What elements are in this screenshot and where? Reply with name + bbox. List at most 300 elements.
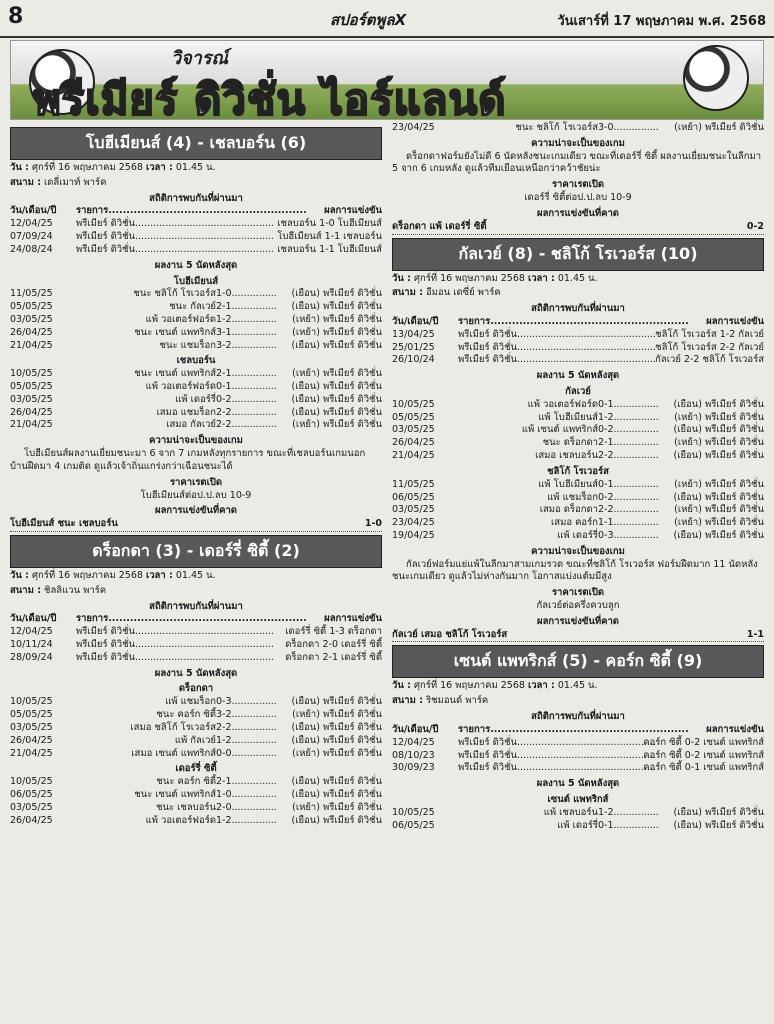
form-opponent: ชนะ เซนต์ แพทริกส์ (134, 368, 216, 380)
team-form-name: เดอร์รี่ ซิตี้ (175, 763, 217, 775)
match-title: กัลเวย์ (8) - ชลิโก้ โรเวอร์ส (10) (392, 238, 764, 271)
issue-date: วันเสาร์ที่ 17 พฤษภาคม พ.ศ. 2568 (557, 14, 766, 29)
h2h-header-row (392, 316, 764, 329)
form-date: 10/05/25 (392, 398, 435, 410)
form-date: 26/04/25 (10, 734, 53, 746)
h2h-result: คอร์ก ซิตี้ 0-2 เซนต์ แพทริกส์ (643, 736, 764, 748)
form-opponent: ชนะ เซนต์ แพทริกส์ (134, 326, 216, 338)
h2h-result: คอร์ก ซิตี้ 0-1 เซนต์ แพทริกส์ (643, 762, 764, 774)
page-header (0, 0, 774, 38)
predict-text: โบฮีเมียนส์ ชนะ เชลบอร์น (10, 518, 118, 530)
form-row (10, 722, 382, 735)
last5-heading: ผลงาน 5 นัดหลังสุด (536, 370, 620, 382)
last5-heading: ผลงาน 5 นัดหลังสุด (154, 667, 238, 679)
col-comp-header: รายการ....................................................... (458, 723, 689, 735)
h2h-heading: สถิติการพบกันที่ผ่านมา (149, 600, 243, 612)
h2h-comp: พรีเมียร์ ดิวิชั่น.............................................. (458, 328, 656, 340)
match-stadium: อีมอน เดซี่ย์ พาร์ค (423, 287, 501, 299)
form-opponent: แพ้ เดอร์รี่ (175, 393, 216, 405)
form-row (10, 407, 382, 420)
form-opponent: แพ้ วอเตอร์ฟอร์ด (145, 381, 216, 392)
form-date: 26/04/25 (10, 406, 53, 418)
match-title: เซนต์ แพทริกส์ (5) - คอร์ก ซิตี้ (9) (392, 645, 764, 678)
form-opponent: เสมอ ดร็อกดา (539, 504, 598, 516)
odds-text: กัลเวย์ต่อครึ่งควบลูก (536, 600, 620, 611)
form-score: 2-1............... (598, 437, 659, 449)
team-form-name: โบฮีเมียนส์ (173, 275, 219, 287)
form-score: 2-2............... (216, 721, 277, 733)
form-venue: (เหย้า) พรีเมียร์ ดิวิชั่น (292, 419, 382, 431)
form-row (10, 340, 382, 353)
h2h-row (10, 639, 382, 652)
banner-subtitle: วิจารณ์ (171, 48, 229, 69)
time-label: เวลา : (527, 680, 555, 692)
form-opponent: ชนะ แชมร็อก (159, 339, 216, 351)
h2h-date: 08/10/23 (392, 749, 435, 761)
h2h-date: 28/09/24 (10, 651, 53, 663)
form-venue: (เหย้า) พรีเมียร์ ดิวิชั่น (674, 411, 764, 423)
form-score: 1-2............... (598, 806, 659, 818)
form-row (10, 314, 382, 327)
h2h-date: 07/09/24 (10, 231, 53, 243)
form-opponent: แพ้ แชมร็อก (165, 696, 216, 708)
form-venue: (เยือน) พรีเมียร์ ดิวิชั่น (291, 776, 382, 788)
h2h-result: ดร็อกดา 2-1 เดอร์รี่ ซิตี้ (285, 651, 382, 663)
form-score: 0-1............... (598, 478, 659, 490)
team-form-name: ดร็อกดา (178, 683, 214, 695)
form-row (10, 735, 382, 748)
form-score: 2-0............... (216, 801, 277, 813)
stadium-label: สนาม : (392, 287, 423, 299)
h2h-date: 12/04/25 (392, 736, 435, 748)
team-form-name: กัลเวย์ (565, 386, 591, 397)
col-date-header: วัน/เดือน/ปี (392, 723, 439, 735)
predict-score: 1-1 (746, 628, 764, 640)
time-label: เวลา : (145, 569, 173, 581)
form-score: 0-1............... (216, 381, 277, 392)
form-venue: (เยือน) พรีเมียร์ ดิวิชั่น (291, 301, 382, 313)
day-label: วัน : (392, 680, 411, 692)
section-banner (10, 40, 764, 120)
form-score: 2-1............... (216, 368, 277, 380)
form-score: 3-0............... (598, 122, 659, 133)
form-venue: (เยือน) พรีเมียร์ ดิวิชั่น (291, 339, 382, 351)
form-score: 1-2............... (216, 313, 277, 325)
form-date: 19/04/25 (392, 529, 435, 541)
last5-heading: ผลงาน 5 นัดหลังสุด (154, 259, 238, 271)
form-row (392, 479, 764, 492)
form-date: 10/05/25 (392, 806, 435, 818)
form-venue: (เยือน) พรีเมียร์ ดิวิชั่น (673, 491, 764, 503)
h2h-date: 10/11/24 (10, 639, 53, 650)
form-row (10, 802, 382, 815)
h2h-result: โบฮีเมียนส์ 1-1 เชลบอร์น (277, 231, 382, 243)
time-label: เวลา : (527, 272, 555, 284)
h2h-date: 26/10/24 (392, 354, 435, 366)
h2h-result: เชลบอร์น 1-1 โบฮีเมียนส์ (277, 243, 382, 255)
form-row (10, 327, 382, 340)
form-venue: (เยือน) พรีเมียร์ ดิวิชั่น (673, 424, 764, 436)
form-date: 21/04/25 (10, 339, 53, 351)
form-row (392, 517, 764, 530)
h2h-row (392, 354, 764, 367)
page-number: 8 (8, 4, 24, 29)
form-score: 2-2............... (216, 406, 277, 418)
form-venue: (เหย้า) พรีเมียร์ ดิวิชั่น (674, 122, 764, 133)
form-date: 05/05/25 (10, 301, 53, 313)
day-label: วัน : (10, 569, 29, 581)
form-score: 3-1............... (216, 326, 277, 338)
form-score: 1-2............... (216, 734, 277, 746)
match-day: ศุกร์ที่ 16 พฤษภาคม 2568 (410, 680, 528, 692)
h2h-heading: สถิติการพบกันที่ผ่านมา (531, 711, 625, 723)
h2h-heading: สถิติการพบกันที่ผ่านมา (531, 303, 625, 315)
predict-text: กัลเวย์ เสมอ ชลิโก้ โรเวอร์ส (392, 628, 508, 640)
form-opponent: แพ้ แชมร็อก (547, 491, 598, 503)
form-date: 26/04/25 (392, 437, 435, 449)
form-opponent: แพ้ เดอร์รี่ (557, 819, 598, 831)
form-score: 0-1............... (598, 819, 659, 831)
col-result-header: ผลการแข่งขัน (324, 613, 382, 625)
form-row (392, 412, 764, 425)
col-result-header: ผลการแข่งขัน (706, 723, 764, 735)
h2h-header-row (10, 205, 382, 218)
day-label: วัน : (10, 162, 29, 173)
form-venue: (เยือน) พรีเมียร์ ดิวิชั่น (291, 288, 382, 300)
h2h-date: 12/04/25 (10, 218, 53, 230)
form-opponent: เสมอ แชมร็อก (156, 406, 216, 418)
h2h-result: ชลิโก้ โรเวอร์ส 2-2 กัลเวย์ (655, 341, 764, 353)
form-date: 21/04/25 (10, 419, 53, 431)
h2h-row (10, 652, 382, 665)
form-venue: (เยือน) พรีเมียร์ ดิวิชั่น (291, 406, 382, 418)
h2h-result: เดอร์รี่ ซิตี้ 1-3 ดร็อกดา (285, 626, 382, 638)
form-opponent: ชนะ คอร์ก ซิตี้ (156, 709, 216, 721)
h2h-row (392, 329, 764, 342)
col-comp-header: รายการ....................................................... (76, 205, 307, 217)
form-venue: (เหย้า) พรีเมียร์ ดิวิชั่น (674, 437, 764, 449)
form-score: 0-0............... (216, 747, 277, 759)
form-venue: (เยือน) พรีเมียร์ ดิวิชั่น (291, 814, 382, 826)
form-date: 23/04/25 (392, 122, 435, 133)
form-opponent: แพ้ โบฮีเมียนส์ (538, 411, 598, 423)
h2h-row (10, 626, 382, 639)
match-time: 01.45 น. (172, 569, 216, 581)
form-venue: (เยือน) พรีเมียร์ ดิวิชั่น (673, 819, 764, 831)
form-row (10, 394, 382, 407)
h2h-row (392, 342, 764, 355)
form-score: 1-2............... (216, 814, 277, 826)
form-row (10, 815, 382, 828)
form-venue: (เหย้า) พรีเมียร์ ดิวิชั่น (292, 326, 382, 338)
odds-heading: ราคาเรตเปิด (551, 179, 605, 191)
form-row (392, 492, 764, 505)
chance-heading: ความน่าจะเป็นของเกม (531, 137, 625, 149)
match-stadium: เดลี่เมาท์ พาร์ค (41, 176, 107, 188)
form-row (392, 450, 764, 463)
predict-text: ดร็อกดา แพ้ เดอร์รี่ ซิตี้ (392, 220, 487, 232)
match-meta (392, 680, 764, 693)
form-date: 05/05/25 (10, 709, 53, 721)
chance-text: กัลเวย์ฟอร์มแย่แพ้ในลีกมาสามเกมรวด ขณะที่ชลิโก้ โรเวอร์ส ฟอร์มฝืดมาก 11 นัดหลังชนะเกมเดียว ดูแล้วไม่ห่างกันมาก โอกาสแบ่งแต้มมีสูง (392, 558, 758, 583)
match-meta (10, 162, 382, 175)
form-row (392, 437, 764, 450)
form-opponent: แพ้ กัลเวย์ (174, 734, 216, 746)
h2h-comp: พรีเมียร์ ดิวิชั่น.............................................. (76, 639, 274, 650)
form-date: 10/05/25 (10, 696, 53, 708)
form-row (392, 399, 764, 412)
form-row (10, 368, 382, 381)
form-row (10, 301, 382, 314)
odds-heading: ราคาเรตเปิด (551, 587, 605, 599)
odds-text: โบฮีเมียนส์ต่อป.ป.ลบ 10-9 (140, 489, 252, 501)
form-row (10, 748, 382, 761)
h2h-date: 24/08/24 (10, 243, 53, 255)
form-venue: (เยือน) พรีเมียร์ ดิวิชั่น (673, 450, 764, 462)
h2h-date: 25/01/25 (392, 341, 435, 353)
form-date: 26/04/25 (10, 326, 53, 338)
form-venue: (เหย้า) พรีเมียร์ ดิวิชั่น (674, 478, 764, 490)
form-date: 03/05/25 (392, 504, 435, 516)
form-venue: (เหย้า) พรีเมียร์ ดิวิชั่น (674, 517, 764, 529)
match-time: 01.45 น. (554, 680, 598, 692)
form-row (392, 807, 764, 820)
banner-title: พรีเมียร์ ดิวิชั่น ไอร์แลนด์ (33, 75, 507, 120)
form-date: 10/05/25 (10, 368, 53, 380)
h2h-row (392, 750, 764, 763)
team-form-name: เซนต์ แพทริกส์ (547, 793, 609, 805)
form-score: 1-0............... (216, 288, 277, 300)
match-stadium: ริชมอนด์ พาร์ค (423, 695, 489, 707)
form-row (10, 776, 382, 789)
form-opponent: ชนะ ชลิโก้ โรเวอร์ส (133, 288, 216, 300)
form-venue: (เยือน) พรีเมียร์ ดิวิชั่น (291, 721, 382, 733)
form-opponent: ชนะ ดร็อกดา (542, 437, 598, 449)
col-comp-header: รายการ....................................................... (458, 315, 689, 327)
h2h-row (10, 218, 382, 231)
form-opponent: เสมอ ชลิโก้ โรเวอร์ส (130, 721, 216, 733)
stadium-label: สนาม : (10, 584, 41, 596)
form-opponent: เสมอ กัลเวย์ (166, 419, 216, 431)
h2h-result: ชลิโก้ โรเวอร์ส 1-2 กัลเวย์ (655, 328, 764, 340)
form-date: 03/05/25 (10, 313, 53, 325)
form-opponent: แพ้ เซนต์ แพทริกส์ (521, 424, 598, 436)
form-date: 21/04/25 (10, 747, 53, 759)
form-row (392, 820, 764, 833)
form-date: 03/05/25 (10, 393, 53, 405)
h2h-result: กัลเวย์ 2-2 ชลิโก้ โรเวอร์ส (655, 354, 764, 366)
h2h-comp: พรีเมียร์ ดิวิชั่น.............................................. (458, 354, 656, 366)
h2h-header-row (392, 724, 764, 737)
col-comp-header: รายการ....................................................... (76, 613, 307, 625)
form-opponent: แพ้ โบฮีเมียนส์ (538, 478, 598, 490)
form-row (10, 288, 382, 301)
form-row (10, 709, 382, 722)
day-label: วัน : (392, 272, 411, 284)
form-score: 3-2............... (216, 339, 277, 351)
time-label: เวลา : (145, 162, 173, 173)
form-opponent: ชนะ เชลบอร์น (156, 801, 216, 813)
form-score: 0-3............... (216, 696, 277, 708)
form-date: 03/05/25 (10, 721, 53, 733)
h2h-date: 12/04/25 (10, 626, 53, 638)
match-day: ศุกร์ที่ 16 พฤษภาคม 2568 (28, 569, 146, 581)
form-date: 06/05/25 (10, 788, 53, 800)
form-venue: (เยือน) พรีเมียร์ ดิวิชั่น (291, 788, 382, 800)
form-row (392, 504, 764, 517)
chance-text: ดร็อกดาฟอร์มยังไม่ดี 6 นัดหลังชนะเกมเดียว ขณะที่เดอร์รี่ ซิตี้ ผลงานเยี่ยมชนะในลีกมา 5 จาก 6 เกมหลัง ดูแล้วทีมเยือนเหนือกว่าคว้าชัยน่ะ (392, 150, 762, 175)
form-venue: (เยือน) พรีเมียร์ ดิวิชั่น (291, 696, 382, 708)
form-date: 05/05/25 (392, 411, 435, 423)
h2h-result: เชลบอร์น 1-0 โบฮีเมียนส์ (277, 218, 382, 230)
last5-heading: ผลงาน 5 นัดหลังสุด (536, 778, 620, 790)
form-venue: (เยือน) พรีเมียร์ ดิวิชั่น (291, 393, 382, 405)
form-score: 2-2............... (598, 450, 659, 462)
col-date-header: วัน/เดือน/ปี (10, 205, 57, 217)
form-venue: (เยือน) พรีเมียร์ ดิวิชั่น (291, 734, 382, 746)
h2h-comp: พรีเมียร์ ดิวิชั่น.............................................. (76, 651, 274, 663)
form-opponent: เสมอ เซนต์ แพทริกส์ (131, 747, 216, 759)
h2h-row (10, 244, 382, 257)
h2h-comp: พรีเมียร์ ดิวิชั่น.............................................. (458, 341, 656, 353)
h2h-comp: พรีเมียร์ ดิวิชั่น.............................................. (76, 218, 274, 230)
form-opponent: ชนะ ชลิโก้ โรเวอร์ส (515, 122, 598, 133)
form-opponent: เสมอ คอร์ก (551, 517, 598, 529)
brand-logo: สปอร์ตพูลX (330, 11, 407, 29)
form-date: 06/05/25 (392, 819, 435, 831)
form-score: 1-0............... (216, 788, 277, 800)
match-title: โบฮีเมียนส์ (4) - เชลบอร์น (6) (10, 127, 382, 160)
col-result-header: ผลการแข่งขัน (324, 205, 382, 217)
match-stadium: ชิลลิแวน พาร์ค (41, 584, 107, 596)
form-date: 21/04/25 (392, 450, 435, 462)
odds-heading: ราคาเรตเปิด (169, 476, 223, 488)
predict-heading: ผลการแข่งขันที่คาด (537, 207, 619, 219)
form-score: 2-1............... (216, 301, 277, 313)
h2h-result: ดร็อกดา 2-0 เดอร์รี่ ซิตี้ (285, 639, 382, 650)
h2h-date: 30/09/23 (392, 762, 435, 774)
h2h-row (10, 231, 382, 244)
h2h-comp: พรีเมียร์ ดิวิชั่น.............................................. (458, 736, 656, 748)
h2h-comp: พรีเมียร์ ดิวิชั่น.............................................. (458, 749, 656, 761)
form-venue: (เหย้า) พรีเมียร์ ดิวิชั่น (292, 747, 382, 759)
form-venue: (เยือน) พรีเมียร์ ดิวิชั่น (673, 529, 764, 541)
form-opponent: แพ้ เชลบอร์น (543, 806, 598, 818)
form-opponent: เสมอ เชลบอร์น (535, 450, 598, 462)
form-venue: (เหย้า) พรีเมียร์ ดิวิชั่น (292, 368, 382, 380)
form-date: 10/05/25 (10, 776, 53, 788)
match-meta (392, 273, 764, 286)
chance-text: โบฮีเมียนส์ผลงานเยี่ยมชนะมา 6 จาก 7 เกมหลังทุกรายการ ขณะที่เชลบอร์นเกมนอกบ้านฝืดมา 4 เกมติด ดูแล้วเจ้าถิ่นแกร่งกว่าเฉือนชนะได้ (10, 448, 366, 472)
form-opponent: ชนะ กัลเวย์ (169, 301, 216, 313)
team-form-name: ชลิโก้ โรเวอร์ส (547, 465, 609, 477)
h2h-comp: พรีเมียร์ ดิวิชั่น.............................................. (76, 626, 274, 638)
match-time: 01.45 น. (554, 272, 598, 284)
match-stadium-row (10, 585, 382, 598)
form-row (10, 419, 382, 432)
form-date: 03/05/25 (392, 424, 435, 436)
form-venue: (เหย้า) พรีเมียร์ ดิวิชั่น (292, 801, 382, 813)
predict-row (392, 221, 764, 235)
h2h-comp: พรีเมียร์ ดิวิชั่น.............................................. (76, 231, 274, 243)
predict-row (10, 518, 382, 532)
form-date: 06/05/25 (392, 491, 435, 503)
form-venue: (เหย้า) พรีเมียร์ ดิวิชั่น (674, 504, 764, 516)
team-form-name: เชลบอร์น (176, 355, 216, 367)
predict-heading: ผลการแข่งขันที่คาด (537, 615, 619, 627)
form-opponent: แพ้ เดอร์รี่ (557, 529, 598, 541)
form-score: 0-2............... (598, 491, 659, 503)
form-score: 2-1............... (216, 776, 277, 788)
form-score: 0-2............... (598, 424, 659, 436)
form-row (10, 381, 382, 394)
form-score: 2-2............... (598, 504, 659, 516)
h2h-header-row (10, 613, 382, 626)
form-score: 2-2............... (216, 419, 277, 431)
match-stadium-row (392, 287, 764, 300)
col-date-header: วัน/เดือน/ปี (392, 315, 439, 327)
predict-score: 1-0 (364, 518, 382, 530)
form-date: 11/05/25 (10, 288, 53, 300)
form-date: 26/04/25 (10, 814, 53, 826)
form-score: 3-2............... (216, 709, 277, 721)
h2h-row (392, 762, 764, 775)
form-opponent: ชนะ เซนต์ แพทริกส์ (134, 788, 216, 800)
col-result-header: ผลการแข่งขัน (706, 315, 764, 327)
form-venue: (เหย้า) พรีเมียร์ ดิวิชั่น (292, 709, 382, 721)
h2h-comp: พรีเมียร์ ดิวิชั่น.............................................. (76, 243, 274, 255)
h2h-row (392, 737, 764, 750)
form-score: 0-3............... (598, 529, 659, 541)
form-score: 0-2............... (216, 393, 277, 405)
form-date: 23/04/25 (392, 517, 435, 529)
match-stadium-row (392, 695, 764, 708)
form-venue: (เยือน) พรีเมียร์ ดิวิชั่น (673, 398, 764, 410)
match-stadium-row (10, 177, 382, 190)
match-title: ดร็อกดา (3) - เดอร์รี่ ซิตี้ (2) (10, 535, 382, 568)
form-venue: (เหย้า) พรีเมียร์ ดิวิชั่น (292, 313, 382, 325)
form-score: 0-1............... (598, 398, 659, 410)
form-score: 1-1............... (598, 517, 659, 529)
left-column (10, 124, 382, 827)
form-date: 11/05/25 (392, 478, 435, 490)
right-column (392, 122, 764, 832)
form-row (392, 530, 764, 543)
form-opponent: แพ้ วอเตอร์ฟอร์ด (145, 814, 216, 826)
h2h-result: คอร์ก ซิตี้ 0-2 เซนต์ แพทริกส์ (643, 749, 764, 761)
match-meta (10, 570, 382, 583)
match-time: 01.45 น. (172, 162, 216, 173)
predict-row (392, 629, 764, 643)
form-row (392, 424, 764, 437)
form-opponent: ชนะ คอร์ก ซิตี้ (156, 776, 216, 788)
form-date: 05/05/25 (10, 381, 53, 392)
stadium-label: สนาม : (10, 176, 41, 188)
form-venue: (เยือน) พรีเมียร์ ดิวิชั่น (673, 806, 764, 818)
chance-heading: ความน่าจะเป็นของเกม (149, 435, 243, 447)
predict-score: 0-2 (746, 220, 764, 232)
h2h-heading: สถิติการพบกันที่ผ่านมา (149, 192, 243, 204)
form-score: 1-2............... (598, 411, 659, 423)
match-day: ศุกร์ที่ 16 พฤษภาคม 2568 (28, 162, 146, 173)
predict-heading: ผลการแข่งขันที่คาด (155, 505, 237, 517)
match-day: ศุกร์ที่ 16 พฤษภาคม 2568 (410, 272, 528, 284)
form-row (10, 789, 382, 802)
form-date: 03/05/25 (10, 801, 53, 813)
form-opponent: แพ้ วอเตอร์ฟอร์ด (527, 398, 598, 410)
odds-text: เดอร์รี่ ซิตี้ต่อป.ป.ลบ 10-9 (524, 192, 632, 204)
form-row (10, 696, 382, 709)
